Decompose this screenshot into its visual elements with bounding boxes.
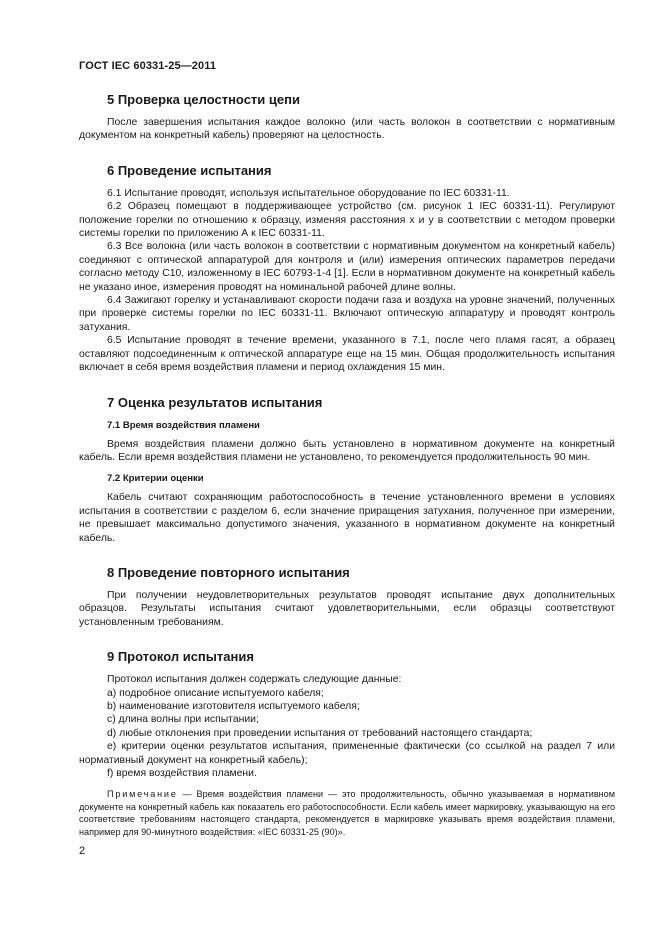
list-item: b) наименование изготовителя испытуемого кабеля; xyxy=(107,700,360,712)
section-8-text: При получении неудовлетворительных результатов проводят испытание двух дополнительных образцов. Результаты испытания считают удовлетворительными, если образцы соответствуют установленным требованиям. xyxy=(79,589,615,628)
list-item: f) время воздействия пламени. xyxy=(107,768,257,779)
section-8-title: 8 Проведение повторного испытания xyxy=(107,564,350,580)
protocol-intro: Протокол испытания должен содержать следующие данные: xyxy=(107,674,402,686)
section-8 xyxy=(79,565,615,629)
section-5-title: 5 Проверка целостности цепи xyxy=(107,92,300,107)
subsection-7-2-title: 7.2 Критерии оценки xyxy=(107,473,204,485)
section-7-title: 7 Оценка результатов испытания xyxy=(107,394,323,410)
subsection-7-1-text: Время воздействия пламени должно быть установлено в нормативном документе на конкретный кабель. Если время воздействия пламени не установлено, то рекомендуется продолжительность 90 мин. xyxy=(79,438,615,463)
section-6-title: 6 Проведение испытания xyxy=(107,162,272,178)
list-item: d) любые отклонения при проведении испытания от требований настоящего стандарта; xyxy=(107,727,533,739)
list-item: a) подробное описание испытуемого кабеля; xyxy=(107,687,324,699)
section-6 xyxy=(79,163,615,375)
section-5 xyxy=(79,92,615,143)
section-9-title: 9 Протокол испытания xyxy=(107,649,254,665)
section-7 xyxy=(79,395,615,545)
section-9 xyxy=(79,649,615,838)
note-label: Примечание xyxy=(107,789,178,800)
note-text: — Время воздействия пламени — это продолжительность, обычно указываемая в нормативном документе на конкретный кабель как показатель его работоспособности. Если кабель имеет маркировку, указывающую на его соответствие требованиям настоящего стандарта, рекомендуется в маркировке указывать время воздействия пламени, например для 90-минутного воздействия: «IEC 60331-25 (90)». xyxy=(79,789,615,837)
paragraph-6-2: 6.2 Образец помещают в поддерживающее устройство (см. рисунок 1 IEC 60331-11). Регулируют положение горелки по отношению к образцу, изменяя расстояния x и y в соответствии с методом проверки системы горелки по приложению А к IEC 60331-11. xyxy=(79,201,615,240)
paragraph-6-5: 6.5 Испытание проводят в течение времени, указанного в 7.1, после чего пламя гасят, а образец оставляют подсоединенным к оптической аппаратуре еще на 15 мин. Общая продолжительность испытания включает в себя время воздействия пламени и период охлаждения 15 мин. xyxy=(79,335,615,374)
subsection-7-2-text: Кабель считают сохраняющим работоспособность в течение установленного времени в условиях испытания в соответствии с разделом 6, если значение приращения затухания, полученное при измерении, не превышает максимально допустимого значения, указанного в нормативном документе на конкретный кабель. xyxy=(79,492,615,544)
section-5-text: После завершения испытания каждое волокно (или часть волокон в соответствии с нормативным документом на конкретный кабель) проверяют на целостность. xyxy=(79,117,615,142)
paragraph-6-4: 6.4 Зажигают горелку и устанавливают скорости подачи газа и воздуха на уровне значений, полученных при проверке системы горелки по IEC 60331-11. Включают оптическую аппаратуру и проводят контроль затухания. xyxy=(79,295,615,333)
document-body xyxy=(79,92,615,854)
document-header: ГОСТ IEC 60331-25—2011 xyxy=(79,60,217,72)
note xyxy=(79,788,615,838)
list-item: c) длина волны при испытании; xyxy=(107,714,259,726)
protocol-list xyxy=(79,673,615,780)
page-number: 2 xyxy=(79,845,86,857)
list-item: e) критерии оценки результатов испытания, примененные фактически (со ссылкой на раздел 7 или нормативный документ на конкретный кабель); xyxy=(79,741,615,766)
paragraph-6-1: 6.1 Испытание проводят, используя испытательное оборудование по IEC 60331-11. xyxy=(107,187,510,199)
paragraph-6-3: 6.3 Все волокна (или часть волокон в соответствии с нормативным документом на конкретный кабель) соединяют с оптической аппаратурой для контроля и (или) измерения оптических параметров передачи согласно методу С10, изложенному в IEC 60793-1-4 [1]. Если в нормативном документе на конкретный кабель не указано иное, измерения проводят на номинальной рабочей длине волны. xyxy=(79,241,615,293)
subsection-7-1-title: 7.1 Время воздействия пламени xyxy=(107,419,260,431)
